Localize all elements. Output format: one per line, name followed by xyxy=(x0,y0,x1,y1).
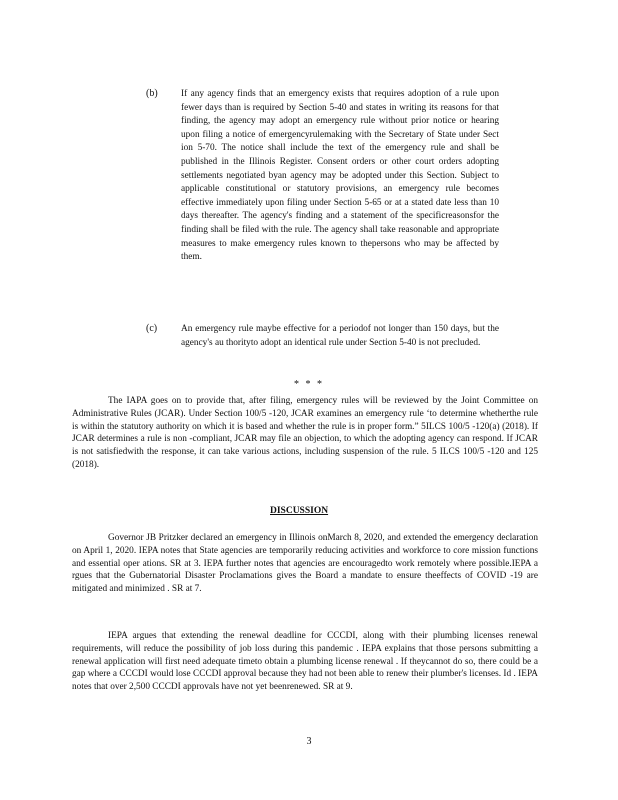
list-item-label: (c) xyxy=(146,323,158,334)
paragraph-renewal-argument: IEPA argues that extending the renewal deadline for CCCDI, along with their plumbing licenses renewal requirements, will reduce the possibility of job loss during this pandemic . IEPA explains that those persons submitting a renewal application will first need adequate timeto obtain a plumbing license renewal . If theycannot do so, there could be a gap where a CCCDI would lose CCCDI approval because they had not been able to renew their plumber's licenses. Id . IEPA notes that over 2,500 CCCDI approvals have not yet beenrenewed. SR at 9. xyxy=(72,631,538,693)
list-item-text: An emergency rule maybe effective for a periodof not longer than 150 days, but the agency's au thorityto adopt an identical rule under Section 5-40 is not precluded. xyxy=(181,324,499,348)
section-separator: * * * xyxy=(294,379,324,390)
paragraph-emergency-declaration: Governor JB Pritzker declared an emergency in Illinois onMarch 8, 2020, and extended the emergency declaration on April 1, 2020. IEPA notes that State agencies are temporarily reducing activities and workforce to core mission functions and essential oper ations. SR at 3. IEPA further notes that agencies are encouragedto work remotely where possible.IEPA a rgues that the Gubernatorial Disaster Proclamations gives the Board a mandate to ensure theeffects of COVID -19 are mitigated and minimized . SR at 7. xyxy=(72,533,538,595)
paragraph-jcar-review: The IAPA goes on to provide that, after filing, emergency rules will be reviewed by the Joint Committee on Administrative Rules (JCAR). Under Section 100/5 -120, JCAR examines an emergency rule ‘to determine whetherthe rule is within the statutory authority on which it is based and whether the rule is in proper form.” 5ILCS 100/5 -120(a) (2018). If JCAR determines a rule is non -compliant, JCAR may file an objection, to which the adopting agency can respond. If JCAR is not satisfiedwith the response, it can take various actions, including suspension of the rule. 5 ILCS 100/5 -120 and 125 (2018). xyxy=(72,396,538,470)
list-item-text: If any agency finds that an emergency exists that requires adoption of a rule upon fewer days than is required by Section 5-40 and states in writing its reasons for that finding, the agency may adopt an emergency rule without prior notice or hearing upon filing a notice of emergencyrulemaking with the Secretary of State under Sect ion 5-70. The notice shall include the text of the emergency rule and shall be published in the Illinois Register. Consent orders or other court orders adopting settlements negotiated byan agency may be adopted under this Section. Subject to applicable constitutional or statutory provisions, an emergency rule becomes effective immediately upon filing under Section 5-65 or at a stated date less than 10 days thereafter. The agency's finding and a statement of the specificreasonsfor the finding shall be filed with the rule. The agency shall take reasonable and appropriate measures to make emergency rules known to thepersons who may be affected by them. xyxy=(181,89,499,263)
page-number: 3 xyxy=(306,736,312,747)
list-item-label: (b) xyxy=(146,88,158,99)
section-heading: DISCUSSION xyxy=(270,506,329,516)
